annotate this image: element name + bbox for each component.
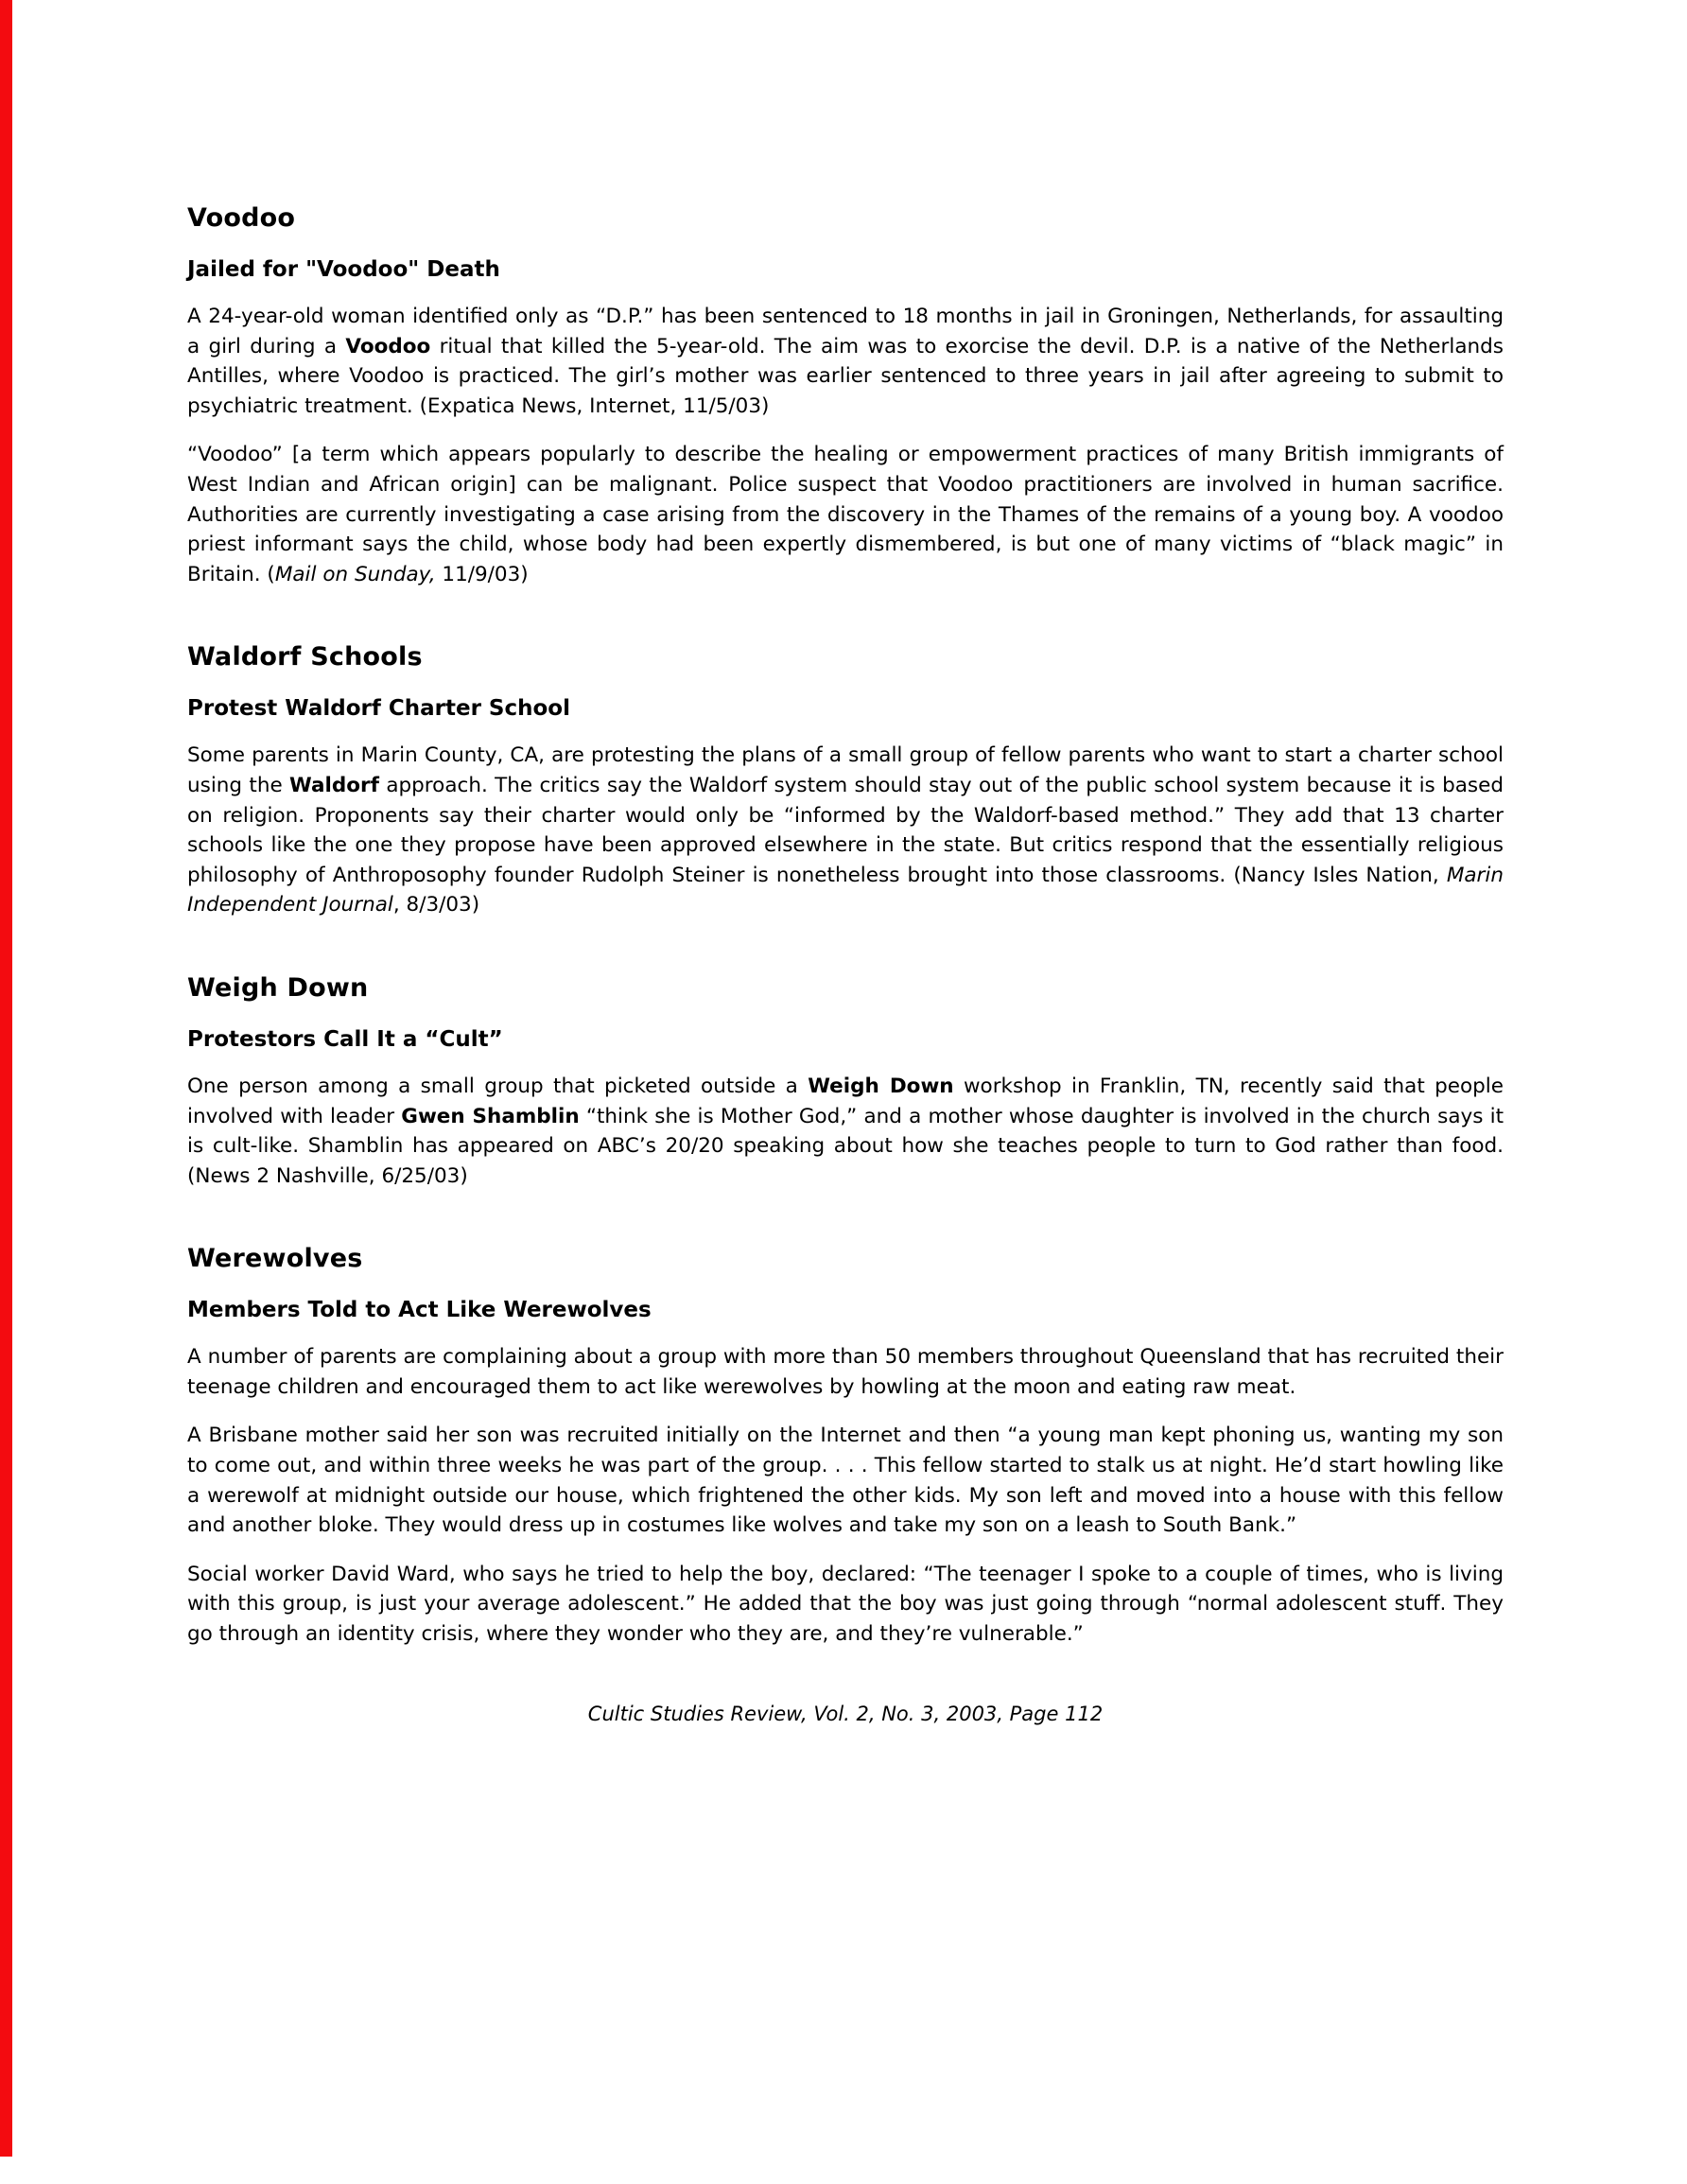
bold-run: Weigh Down	[808, 1074, 954, 1098]
body-paragraph	[187, 440, 1504, 589]
bold-run: Voodoo	[345, 334, 431, 358]
text-run: , 8/3/03)	[392, 893, 480, 917]
page-footer: Cultic Studies Review, Vol. 2, No. 3, 2003, Page 112	[587, 1702, 1104, 1725]
document-body	[187, 203, 1504, 1650]
text-run: “Voodoo” [a term which appears popularly to describe the healing or empowerment practices of many British immigrants of West Indian and African origin] can be malignant. Police suspect that Voodoo practitioners are involved in human sacrifice. Authorities are currently investigating a case arising from the discovery in the Thames of the remains of a young boy. A voodoo priest informant says the child, whose body had been expertly dismembered, is but one of many victims of “black magic” in Britain. (	[187, 443, 1504, 586]
text-run: ritual that killed the 5-year-old. The aim was to exorcise the devil. D.P. is a native of the Netherlands Antilles, where Voodoo is practiced. The girl’s mother was earlier sentenced to three years in jail after agreeing to submit to psychiatric treatment. (Expatica News, Internet, 11/5/03)	[187, 334, 1504, 418]
section-title-voodoo: Voodoo	[187, 203, 296, 233]
bold-run: Waldorf	[289, 773, 379, 797]
text-run: Some parents in Marin County, CA, are protesting the plans of a small group of fellow parents who want to start a charter school using the	[187, 743, 1504, 797]
body-paragraph	[187, 1421, 1504, 1540]
left-edge-accent	[0, 0, 12, 2157]
story-headline: Protest Waldorf Charter School	[187, 696, 570, 722]
text-run: workshop in Franklin, TN, recently said that people involved with leader	[187, 1074, 1504, 1128]
story-headline: Jailed for "Voodoo" Death	[187, 257, 500, 282]
italic-run: Mail on Sunday,	[274, 562, 436, 586]
story-headline: Members Told to Act Like Werewolves	[187, 1298, 652, 1323]
text-run: One person among a small group that picketed outside a	[187, 1074, 809, 1098]
body-paragraph	[187, 741, 1504, 920]
body-paragraph	[187, 1342, 1504, 1402]
text-run: A Brisbane mother said her son was recruited initially on the Internet and then “a young man kept phoning us, wanting my son to come out, and within three weeks he was part of the group. . . . This fellow started to stalk us at night. He’d start howling like a werewolf at midnight outside our house, which frightened the other kids. My son left and moved into a house with this fellow and another bloke. They would dress up in costumes like wolves and take my son on a leash to South Bank.”	[187, 1424, 1504, 1538]
text-run: A 24-year-old woman identified only as “D.P.” has been sentenced to 18 months in jail in Groningen, Netherlands, for assaulting a girl during a	[187, 305, 1504, 358]
story-headline: Protestors Call It a “Cult”	[187, 1026, 503, 1052]
italic-run: Marin Independent Journal	[187, 863, 1504, 917]
section-title-werewolves: Werewolves	[187, 1244, 363, 1274]
body-paragraph	[187, 1072, 1504, 1191]
bold-run: Gwen Shamblin	[401, 1104, 580, 1128]
text-run: 11/9/03)	[435, 562, 529, 586]
text-run: “think she is Mother God,” and a mother whose daughter is involved in the church says it is cult-like. Shamblin has appeared on ABC’s 20/20 speaking about how she teaches people to turn to God rather than food. (News 2 Nashville, 6/25/03)	[187, 1104, 1504, 1188]
document-page	[187, 0, 1504, 1727]
body-paragraph	[187, 1560, 1504, 1650]
text-run: Social worker David Ward, who says he tried to help the boy, declared: “The teenager I spoke to a couple of times, who is living with this group, is just your average adolescent.” He added that the boy was just going through “normal adolescent stuff. They go through an identity crisis, where they wonder who they are, and they’re vulnerable.”	[187, 1562, 1504, 1647]
section-title-waldorf-schools: Waldorf Schools	[187, 642, 423, 673]
text-run: approach. The critics say the Waldorf system should stay out of the public school system because it is based on religion. Proponents say their charter would only be “informed by the Waldorf-based method.” They add that 13 charter schools like the one they propose have been approved elsewhere in the state. But critics respond that the essentially religious philosophy of Anthroposophy founder Rudolph Steiner is nonetheless brought into those classrooms. (Nancy Isles Nation,	[187, 773, 1504, 887]
text-run: A number of parents are complaining about a group with more than 50 members throughout Queensland that has recruited their teenage children and encouraged them to act like werewolves by howling at the moon and eating raw meat.	[187, 1345, 1504, 1399]
section-title-weigh-down: Weigh Down	[187, 972, 369, 1003]
body-paragraph	[187, 302, 1504, 421]
